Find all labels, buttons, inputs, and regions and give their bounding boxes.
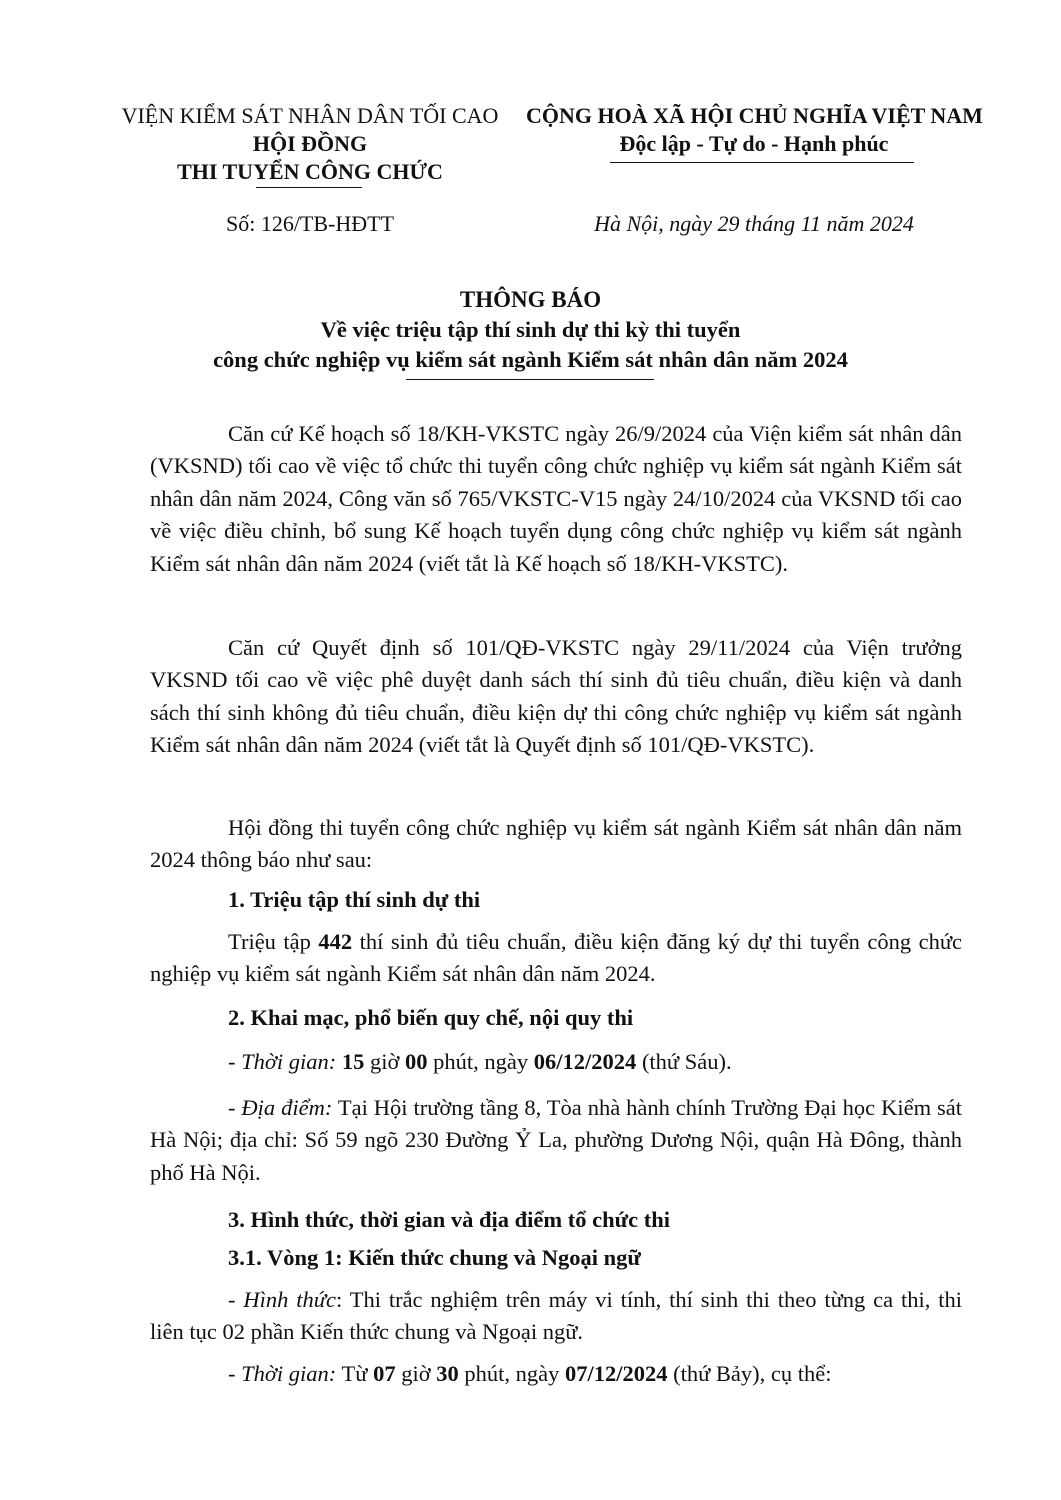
- exam-time-pre: Từ: [336, 1361, 374, 1386]
- s1-pre: Triệu tập: [228, 929, 319, 954]
- section-3-1-heading: 3.1. Vòng 1: Kiến thức chung và Ngoại ngữ: [228, 1245, 641, 1270]
- form-label: - Hình thức: [228, 1287, 336, 1312]
- title-line-1: Về việc triệu tập thí sinh dự thi kỳ thi tuyển: [320, 317, 741, 342]
- council-name: HỘI ĐỒNG: [252, 131, 368, 156]
- exam-time-label: - Thời gian:: [228, 1361, 337, 1386]
- place-date: Hà Nội, ngày 29 tháng 11 năm 2024: [594, 211, 914, 236]
- exam-minute: 30: [436, 1361, 459, 1386]
- section-2-place: [150, 1092, 962, 1189]
- council-underline: [256, 187, 362, 188]
- section-1-heading: 1. Triệu tập thí sinh dự thi: [228, 887, 481, 912]
- paragraph-legal-basis-2: Căn cứ Quyết định số 101/QĐ-VKSTC ngày 29/11/2024 của Viện trưởng VKSND tối cao về việc phê duyệt danh sách thí sinh đủ tiêu chuẩn, điều kiện và danh sách thí sinh không đủ tiêu chuẩn, điều kiện dự thi công chức nghiệp vụ kiểm sát ngành Kiểm sát nhân dân năm 2024 (viết tắt là Quyết định số 101/QĐ-VKSTC).: [150, 635, 962, 758]
- section-2-heading: 2. Khai mạc, phổ biến quy chế, nội quy thi: [228, 1005, 634, 1030]
- candidate-count: 442: [318, 929, 353, 954]
- section-3-heading: 3. Hình thức, thời gian và địa điểm tổ chức thi: [228, 1207, 671, 1232]
- title-underline: [406, 379, 654, 380]
- hour-unit: giờ: [364, 1049, 406, 1074]
- paragraph-announcement-intro: Hội đồng thi tuyển công chức nghiệp vụ kiểm sát ngành Kiểm sát nhân dân năm 2024 thông báo như sau:: [150, 815, 962, 873]
- motto-underline: [610, 162, 914, 163]
- opening-hour: 15: [341, 1049, 365, 1074]
- s1-post: thí sinh đủ tiêu chuẩn, điều kiện đăng ký dự thi tuyển công chức nghiệp vụ kiểm sát ngành Kiểm sát nhân dân năm 2024.: [150, 929, 963, 987]
- place-text: Tại Hội trường tầng 8, Tòa nhà hành chính Trường Đại học Kiểm sát Hà Nội; địa chỉ: Số 59 ngõ 230 Đường Ỷ La, phường Dương Nội, quận Hà Đông, thành phố Hà Nội.: [150, 1095, 962, 1185]
- opening-date: 06/12/2024: [533, 1049, 637, 1074]
- form-text: : Thi trắc nghiệm trên máy vi tính, thí sinh thi theo từng ca thi, thi liên tục 02 phần Kiến thức chung và Ngoại ngữ.: [150, 1287, 962, 1345]
- exam-minute-unit: phút, ngày: [458, 1361, 565, 1386]
- opening-minute: 00: [405, 1049, 428, 1074]
- section-1-text: [150, 926, 962, 991]
- time-label: - Thời gian:: [228, 1049, 337, 1074]
- national-motto: Độc lập - Tự do - Hạnh phúc: [619, 131, 889, 156]
- section-3-1-time: [228, 1358, 832, 1390]
- council-subtitle: THI TUYỂN CÔNG CHỨC: [177, 159, 443, 184]
- exam-date: 07/12/2024: [564, 1361, 668, 1386]
- paragraph-legal-basis-1: Căn cứ Kế hoạch số 18/KH-VKSTC ngày 26/9/2024 của Viện kiểm sát nhân dân (VKSND) tối cao về việc tổ chức thi tuyển công chức nghiệp vụ kiểm sát ngành Kiểm sát nhân dân năm 2024, Công văn số 765/VKSTC-V15 ngày 24/10/2024 của VKSND tối cao về việc điều chỉnh, bổ sung Kế hoạch tuyển dụng công chức nghiệp vụ kiểm sát ngành Kiểm sát nhân dân năm 2024 (viết tắt là Kế hoạch số 18/KH-VKSTC).: [150, 421, 962, 576]
- country-name: CỘNG HOÀ XÃ HỘI CHỦ NGHĨA VIỆT NAM: [526, 103, 983, 128]
- exam-hour-unit: giờ: [395, 1361, 437, 1386]
- opening-day: (thứ Sáu).: [636, 1049, 732, 1074]
- minute-unit: phút, ngày: [427, 1049, 534, 1074]
- section-2-time: [228, 1046, 732, 1078]
- title-line-2: công chức nghiệp vụ kiểm sát ngành Kiểm sát nhân dân năm 2024: [213, 347, 848, 372]
- document-number: Số: 126/TB-HĐTT: [225, 211, 395, 236]
- exam-day: (thứ Bảy), cụ thể:: [667, 1361, 832, 1386]
- place-label: - Địa điểm:: [228, 1095, 333, 1120]
- document-kind: THÔNG BÁO: [459, 287, 602, 312]
- section-3-1-form: [150, 1284, 962, 1349]
- agency-name: VIỆN KIỂM SÁT NHÂN DÂN TỐI CAO: [121, 103, 499, 128]
- exam-hour: 07: [373, 1361, 396, 1386]
